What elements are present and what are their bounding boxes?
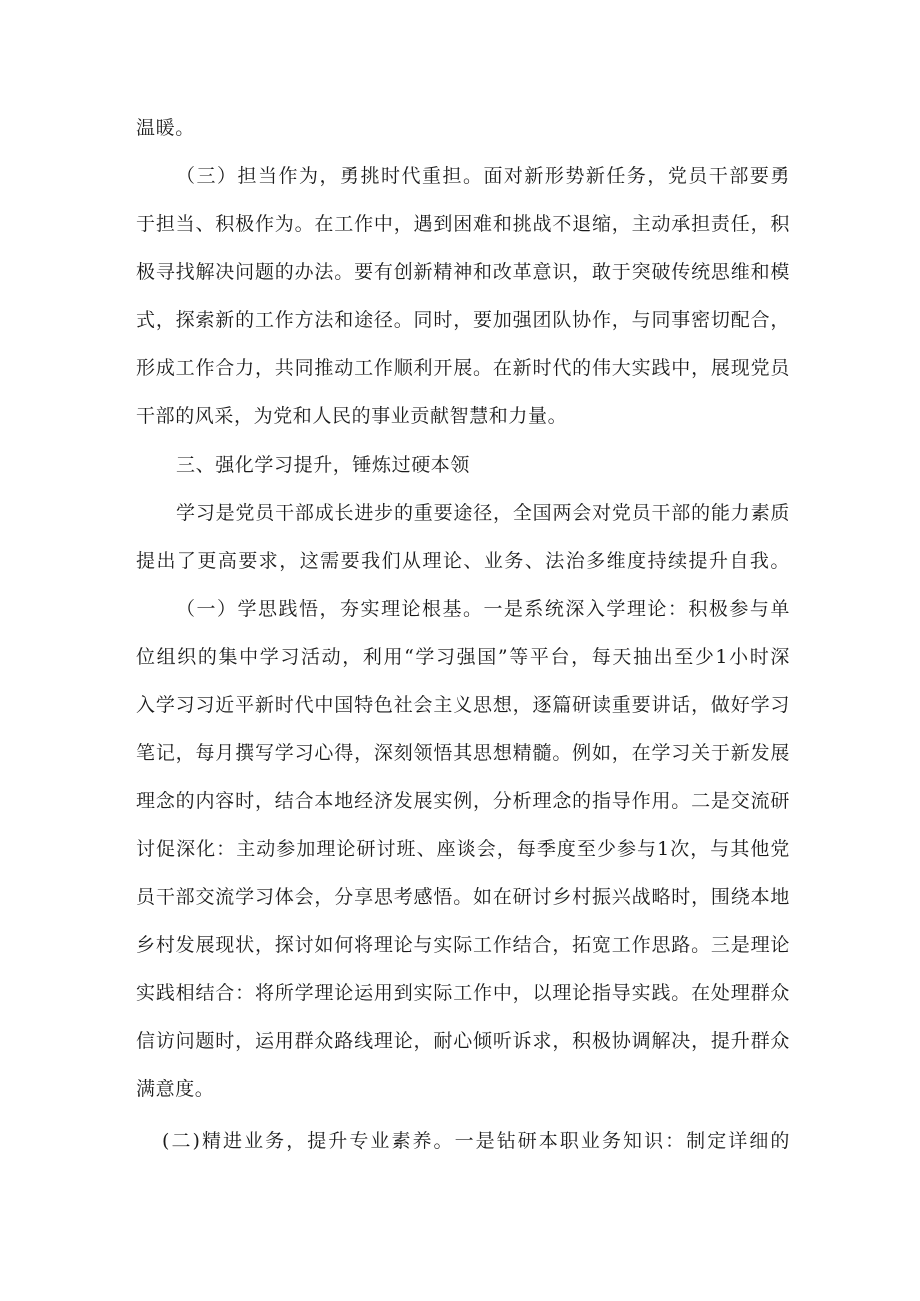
section-heading-line: （三）担当作为，勇挑时代重担。面对新形势新任务，党员干部要勇 [176, 165, 790, 187]
paragraph-line: 学习是党员干部成长进步的重要途径，全国两会对党员干部的能力素质 [176, 502, 790, 524]
paragraph-line: 信访问题时，运用群众路线理论，耐心倾听诉求，积极协调解决，提升群众 [136, 1030, 790, 1052]
paragraph-line: 形成工作合力，共同推动工作顺利开展。在新时代的伟大实践中，展现党员 [136, 357, 790, 379]
paragraph-line: 乡村发展现状，探讨如何将理论与实际工作结合，拓宽工作思路。三是理论 [136, 934, 790, 956]
paragraph-line: 位组织的集中学习活动，利用“学习强国”等平台，每天抽出至少1小时深 [136, 646, 790, 668]
paragraph-line: 讨促深化：主动参加理论研讨班、座谈会，每季度至少参与1次，与其他党 [136, 838, 790, 860]
subsection-heading-line: （一）学思践悟，夯实理论根基。一是系统深入学理论：积极参与单 [176, 598, 790, 620]
paragraph-line: 于担当、积极作为。在工作中，遇到困难和挑战不退缩，主动承担责任，积 [136, 213, 790, 235]
subsection-heading-line: (二)精进业务，提升专业素养。一是钻研本职业务知识：制定详细的 [162, 1130, 790, 1152]
paragraph-line: 提出了更高要求，这需要我们从理论、业务、法治多维度持续提升自我。 [136, 550, 790, 572]
paragraph-line: 温暖。 [136, 117, 195, 139]
paragraph-line: 式，探索新的工作方法和途径。同时，要加强团队协作，与同事密切配合， [136, 309, 790, 331]
paragraph-line: 笔记，每月撰写学习心得，深刻领悟其思想精髓。例如，在学习关于新发展 [136, 742, 790, 764]
paragraph-line: 理念的内容时，结合本地经济发展实例，分析理念的指导作用。二是交流研 [136, 790, 790, 812]
paragraph-line: 极寻找解决问题的办法。要有创新精神和改革意识，敢于突破传统思维和模 [136, 261, 790, 283]
section-title: 三、强化学习提升，锤炼过硬本领 [176, 454, 471, 476]
paragraph-line: 员干部交流学习体会，分享思考感悟。如在研讨乡村振兴战略时，围绕本地 [136, 886, 790, 908]
paragraph-line: 实践相结合：将所学理论运用到实际工作中，以理论指导实践。在处理群众 [136, 982, 790, 1004]
paragraph-line: 干部的风采，为党和人民的事业贡献智慧和力量。 [136, 405, 568, 427]
paragraph-line: 入学习习近平新时代中国特色社会主义思想，逐篇研读重要讲话，做好学习 [136, 694, 790, 716]
paragraph-line: 满意度。 [136, 1078, 215, 1100]
